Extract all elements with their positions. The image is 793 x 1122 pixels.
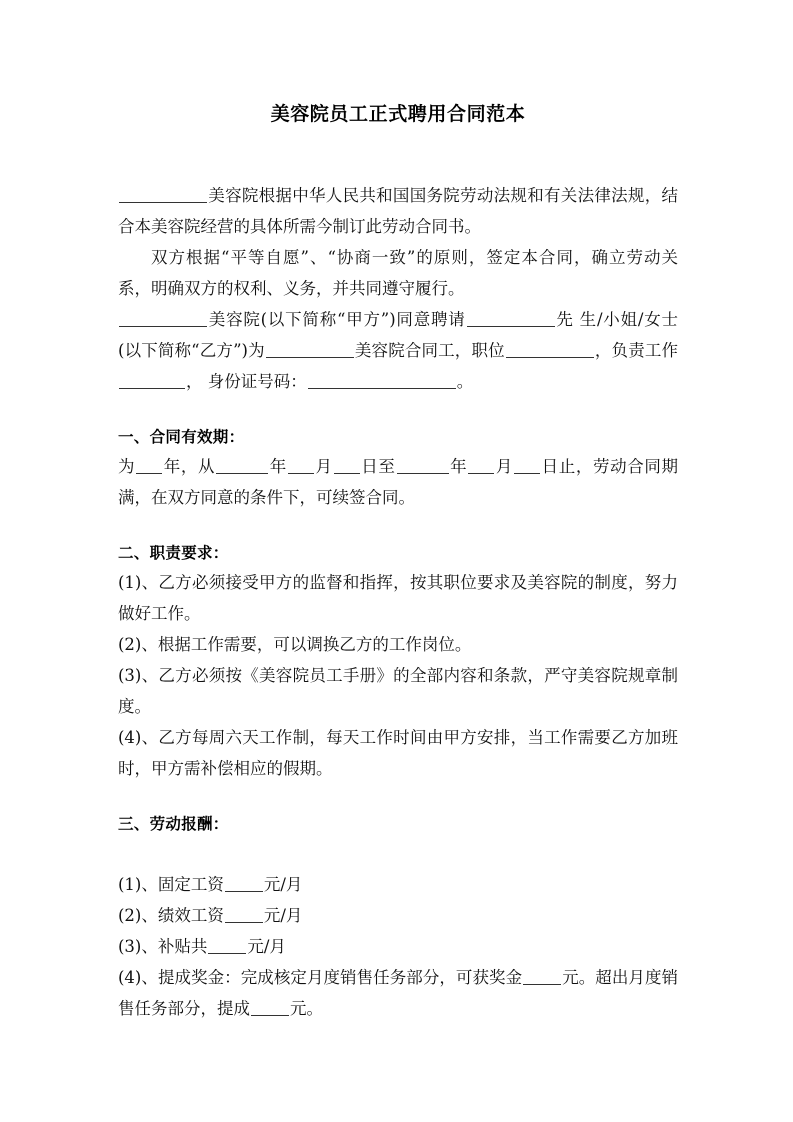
paragraph-text: (3)、补贴共 — [118, 937, 208, 956]
paragraph-text: 日至 — [360, 457, 396, 476]
section-spacer — [118, 513, 678, 539]
fill-in-blank[interactable] — [225, 876, 263, 892]
paragraph-text: 月 — [495, 457, 513, 476]
paragraph — [118, 962, 678, 1024]
heading-blank-line — [118, 838, 678, 869]
fill-in-blank[interactable] — [251, 1000, 289, 1016]
paragraph-text: 美容院根据中华人民共和国国务院劳动法规和有关法律法规，结合本美容院经营的具体所需今制订此劳动合同书。 — [118, 186, 678, 236]
paragraph — [118, 180, 678, 242]
section-spacer — [118, 397, 678, 423]
paragraph — [118, 567, 678, 629]
paragraph-text: (2)、绩效工资 — [118, 906, 224, 925]
fill-in-blank[interactable] — [216, 458, 268, 474]
section-heading: 二、职责要求： — [118, 544, 229, 562]
paragraph-text: (1)、乙方必须接受甲方的监督和指挥，按其职位要求及美容院的制度，努力做好工作。 — [118, 573, 678, 623]
fill-in-blank[interactable] — [334, 458, 360, 474]
fill-in-blank[interactable] — [266, 342, 354, 358]
paragraph — [118, 304, 678, 397]
paragraph-text: 双方根据“平等自愿”、“协商一致”的原则，签定本合同，确立劳动关系，明确双方的权利、义务，并共同遵守履行。 — [118, 248, 678, 298]
paragraph-text: 美容院(以下简称“甲方”)同意聘请 — [208, 310, 466, 329]
fill-in-blank[interactable] — [397, 458, 449, 474]
fill-in-blank[interactable] — [119, 187, 207, 203]
paragraph-text: (3)、乙方必须按《美容院员工手册》的全部内容和条款，严守美容院规章制度。 — [118, 666, 678, 716]
paragraph-text: 元/月 — [247, 937, 286, 956]
paragraph — [118, 869, 678, 900]
paragraph-text: 元。超出月度销售任务部分，提成 — [118, 968, 679, 1018]
paragraph-text: (2)、根据工作需要，可以调换乙方的工作岗位。 — [118, 635, 472, 654]
paragraph-text: (4)、乙方每周六天工作制，每天工作时间由甲方安排，当工作需要乙方加班时，甲方需补偿相应的假期。 — [118, 728, 678, 778]
section-heading: 一、合同有效期： — [118, 428, 245, 446]
section-heading: 三、劳动报酬： — [118, 815, 229, 833]
paragraph-text: 月 — [314, 457, 333, 476]
title-spacer — [118, 127, 678, 180]
fill-in-blank[interactable] — [468, 458, 494, 474]
fill-in-blank[interactable] — [467, 311, 555, 327]
fill-in-blank[interactable] — [119, 373, 185, 389]
paragraph — [118, 242, 678, 304]
paragraph-text: ，负责工作 — [594, 341, 679, 360]
paragraph-text: ， 身份证号码： — [186, 372, 307, 391]
paragraph-text: 元/月 — [263, 875, 303, 894]
paragraph-text: 美容院合同工，职位 — [354, 341, 505, 360]
paragraph — [118, 660, 678, 722]
paragraph — [118, 629, 678, 660]
paragraph — [118, 931, 678, 962]
paragraph — [118, 900, 678, 931]
paragraph-text: 元。 — [290, 999, 323, 1018]
fill-in-blank[interactable] — [119, 311, 207, 327]
paragraph-text: 年 — [449, 457, 468, 476]
paragraph — [118, 451, 678, 513]
section-spacer — [118, 784, 678, 810]
paragraph-text: 先 生/小姐/女士(以下简称“乙方”)为 — [118, 310, 678, 360]
page-title: 美容院员工正式聘用合同范本 — [270, 103, 526, 125]
paragraph-text: 元/月 — [263, 906, 303, 925]
paragraph-text: 为 — [118, 457, 136, 476]
fill-in-blank[interactable] — [523, 969, 561, 985]
paragraph-text: 年 — [269, 457, 287, 476]
fill-in-blank[interactable] — [288, 458, 314, 474]
fill-in-blank[interactable] — [506, 342, 594, 358]
preamble-block — [118, 180, 678, 397]
fill-in-blank[interactable] — [225, 907, 263, 923]
fill-in-blank[interactable] — [308, 373, 456, 389]
fill-in-blank[interactable] — [136, 458, 162, 474]
fill-in-blank[interactable] — [208, 938, 246, 954]
paragraph-text: 日止，劳动合同期满，在双方同意的条件下，可续签合同。 — [118, 457, 678, 507]
paragraph-text: 年，从 — [163, 457, 216, 476]
document-body — [118, 0, 678, 1024]
paragraph-text: 。 — [456, 372, 474, 391]
paragraph-text: (4)、提成奖金：完成核定月度销售任务部分，可获奖金 — [118, 968, 523, 987]
paragraph — [118, 722, 678, 784]
paragraph-text: (1)、固定工资 — [118, 875, 224, 894]
fill-in-blank[interactable] — [514, 458, 540, 474]
sections-block — [118, 397, 678, 1024]
